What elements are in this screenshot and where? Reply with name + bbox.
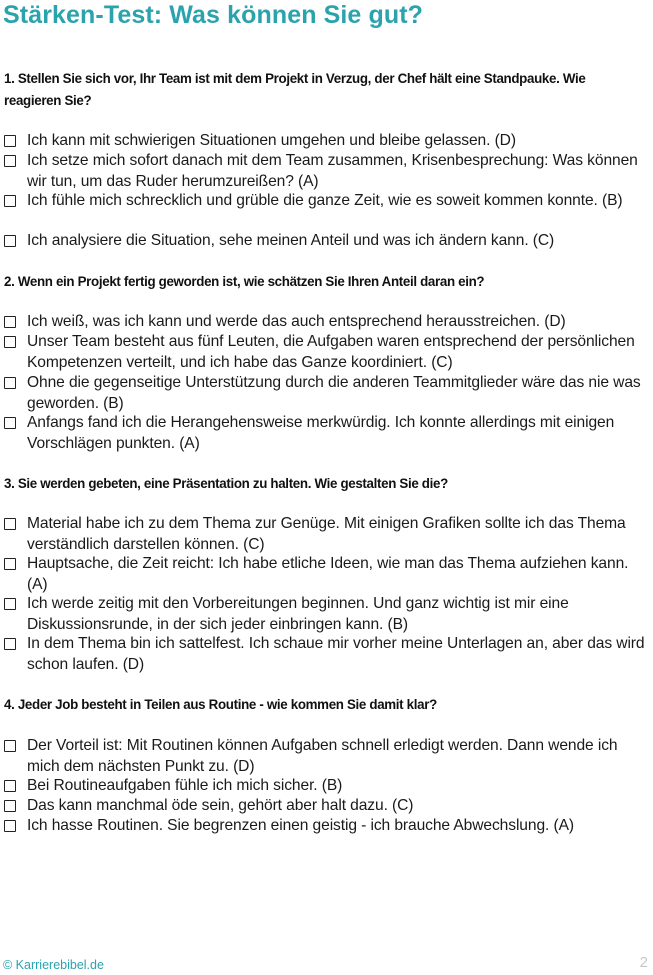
empty-checkbox-icon[interactable] [4,377,16,389]
answer-text: Hauptsache, die Zeit reicht: Ich habe etliche Ideen, wie man das Thema aufziehen kann. (A) [27,555,629,593]
answer-option[interactable] [4,634,651,675]
empty-checkbox-icon[interactable] [4,740,16,752]
page-title: Stärken-Test: Was können Sie gut? [3,1,424,29]
answer-text: In dem Thema bin ich sattelfest. Ich schaue mir vorher meine Unterlagen an, aber das wird schon laufen. (D) [27,635,645,673]
answer-option[interactable] [4,514,651,555]
answer-text: Ich kann mit schwierigen Situationen umgehen und bleibe gelassen. (D) [27,132,516,149]
answer-text: Ich weiß, was ich kann und werde das auch entsprechend herausstreichen. (D) [27,313,566,330]
empty-checkbox-icon[interactable] [4,336,16,348]
answer-text: Das kann manchmal öde sein, gehört aber halt dazu. (C) [27,797,414,814]
answer-text: Unser Team besteht aus fünf Leuten, die Aufgaben waren entsprechend der persönlichen Kompetenzen verteilt, und ich habe das Ganze koordiniert. (C) [27,333,635,371]
answer-option[interactable] [4,332,651,373]
answer-option[interactable] [4,413,651,454]
question-1: 1. Stellen Sie sich vor, Ihr Team ist mit dem Projekt in Verzug, der Chef hält eine Standpauke. Wie reagieren Sie? [4,71,586,109]
answer-text: Ich werde zeitig mit den Vorbereitungen beginnen. Und ganz wichtig ist mir eine Diskussionsrunde, in der sich jeder einbringen kann. (B) [27,595,569,633]
footer-copyright: © Karrierebibel.de [3,958,104,972]
answer-text: Ich fühle mich schrecklich und grüble die ganze Zeit, wie es soweit kommen konnte. (B) [27,192,623,209]
answer-text: Anfangs fand ich die Herangehensweise merkwürdig. Ich konnte allerdings mit einigen Vorschlägen punkten. (A) [27,414,615,452]
empty-checkbox-icon[interactable] [4,417,16,429]
answer-text: Der Vorteil ist: Mit Routinen können Aufgaben schnell erledigt werden. Dann wende ich mich dem nächsten Punkt zu. (D) [27,737,618,775]
answer-text: Ohne die gegenseitige Unterstützung durch die anderen Teammitglieder wäre das nie was geworden. (B) [27,374,641,412]
answer-option[interactable] [4,131,651,152]
answer-option[interactable] [4,594,651,635]
answer-option[interactable] [4,191,651,212]
empty-checkbox-icon[interactable] [4,135,16,147]
empty-checkbox-icon[interactable] [4,316,16,328]
empty-checkbox-icon[interactable] [4,558,16,570]
question-3: 3. Sie werden gebeten, eine Präsentation zu halten. Wie gestalten Sie die? [4,476,448,492]
empty-checkbox-icon[interactable] [4,780,16,792]
empty-checkbox-icon[interactable] [4,820,16,832]
page-number: 2 [639,954,648,971]
answer-option[interactable] [4,151,651,192]
answer-option[interactable] [4,312,651,333]
empty-checkbox-icon[interactable] [4,800,16,812]
empty-checkbox-icon[interactable] [4,155,16,167]
question-2: 2. Wenn ein Projekt fertig geworden ist, wie schätzen Sie Ihren Anteil daran ein? [4,274,485,290]
answer-option[interactable] [4,816,651,837]
answer-option[interactable] [4,231,651,252]
answer-text: Ich setze mich sofort danach mit dem Team zusammen, Krisenbesprechung: Was können wir tun, um das Ruder herumzureißen? (A) [27,152,638,190]
answer-option[interactable] [4,776,651,797]
empty-checkbox-icon[interactable] [4,235,16,247]
answer-option[interactable] [4,736,651,777]
empty-checkbox-icon[interactable] [4,518,16,530]
answer-text: Bei Routineaufgaben fühle ich mich sicher. (B) [27,777,343,794]
empty-checkbox-icon[interactable] [4,195,16,207]
answer-option[interactable] [4,373,651,414]
answer-text: Ich analysiere die Situation, sehe meinen Anteil und was ich ändern kann. (C) [27,232,555,249]
answer-text: Ich hasse Routinen. Sie begrenzen einen geistig - ich brauche Abwechslung. (A) [27,817,574,834]
question-4: 4. Jeder Job besteht in Teilen aus Routine - wie kommen Sie damit klar? [4,697,437,713]
empty-checkbox-icon[interactable] [4,638,16,650]
answer-option[interactable] [4,554,651,595]
answer-option[interactable] [4,796,651,817]
answer-text: Material habe ich zu dem Thema zur Genüge. Mit einigen Grafiken sollte ich das Thema verständlich darstellen können. (C) [27,515,626,553]
empty-checkbox-icon[interactable] [4,598,16,610]
